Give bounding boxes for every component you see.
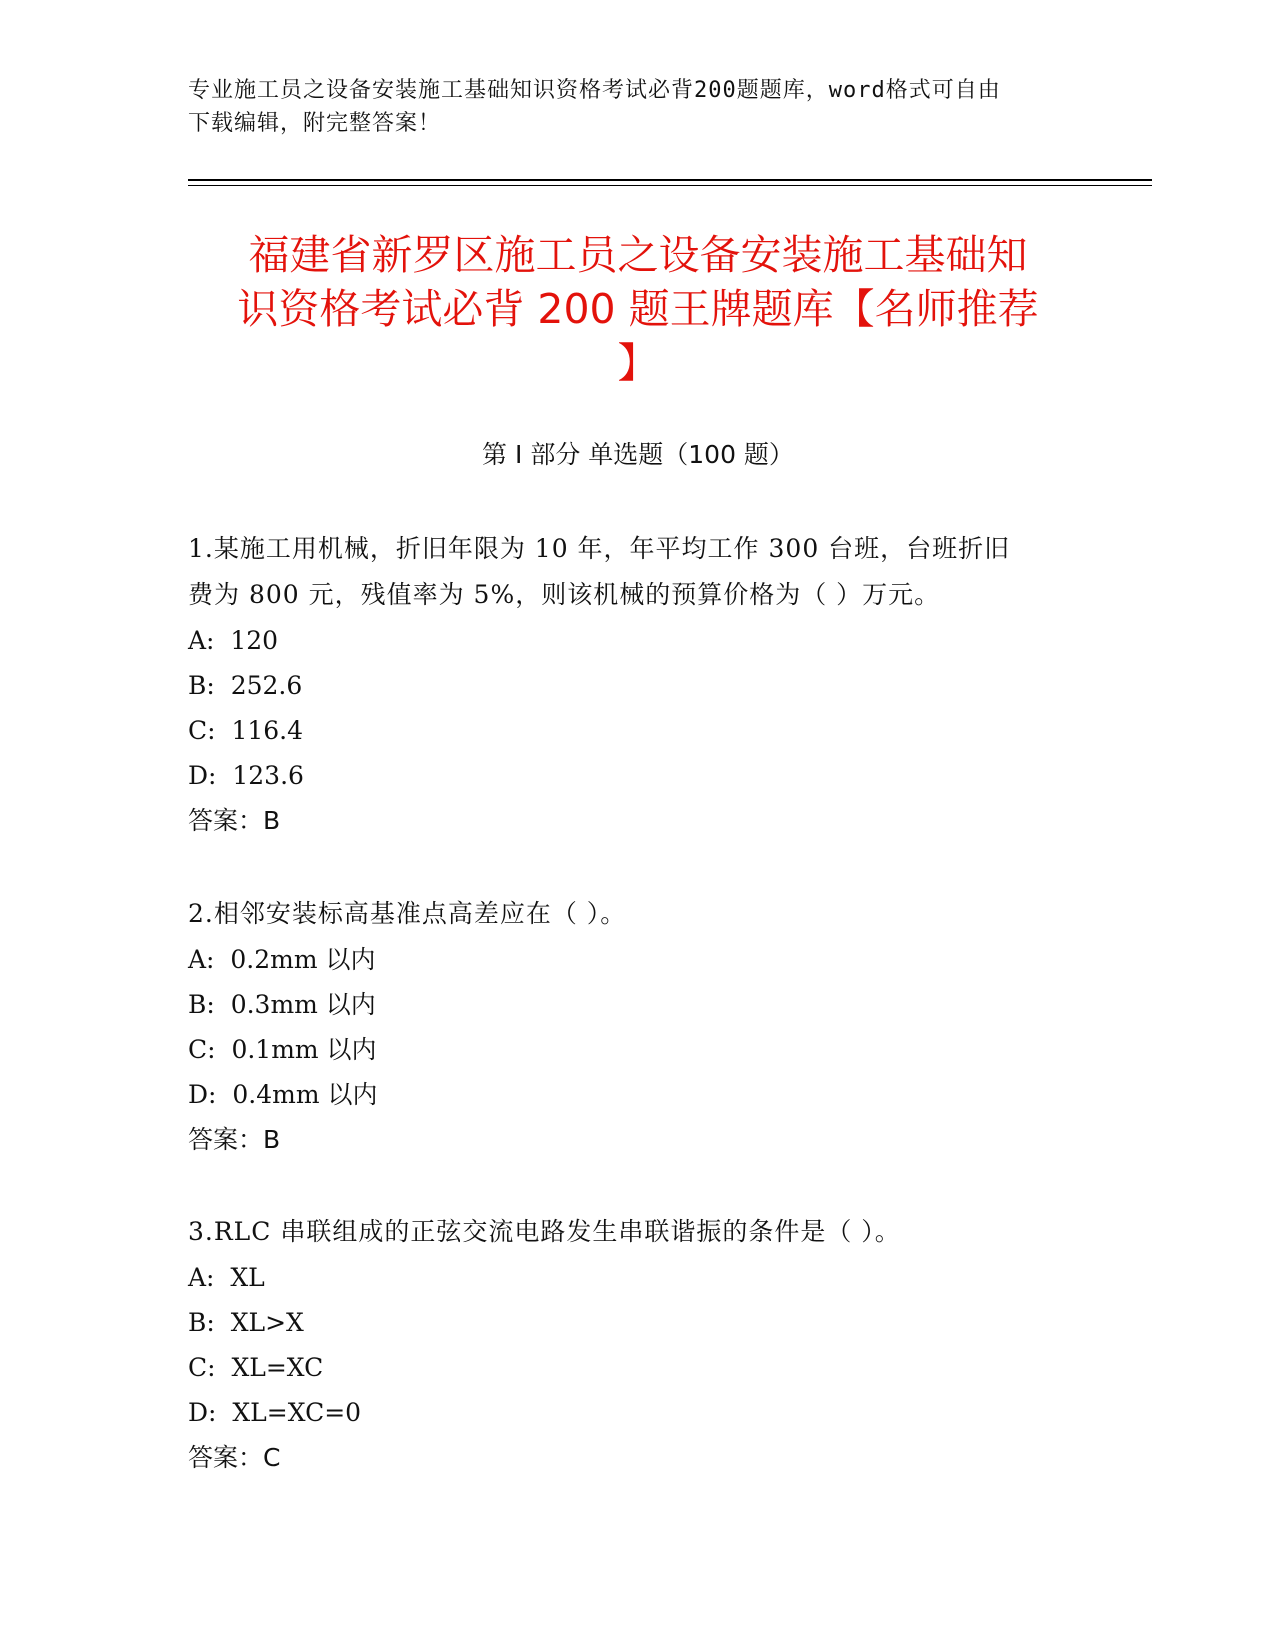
option-b: B: 0.3mm 以内 [188,990,376,1019]
option-a: A: XL [188,1263,265,1292]
header-note [188,74,1088,140]
document-title [188,228,1088,390]
option-c: C: 0.1mm 以内 [188,1035,377,1064]
question-stem-line-1: 1.某施工用机械，折旧年限为 10 年，年平均工作 300 台班，台班折旧 [188,534,1011,563]
option-a: A: 120 [188,626,279,655]
header-divider-thin [188,185,1152,186]
question-stem-line-1: 3.RLC 串联组成的正弦交流电路发生串联谐振的条件是（ ）。 [188,1217,901,1246]
header-note-line-1: 专业施工员之设备安装施工基础知识资格考试必背200题题库，word格式可自由 [188,78,1001,103]
section-title: 第 I 部分 单选题（100 题） [482,440,794,469]
option-d: D: 123.6 [188,761,304,790]
option-b: B: 252.6 [188,671,303,700]
question-2 [188,891,1088,1163]
document-title-line-3: 】 [617,339,659,387]
header-divider-thick [188,179,1152,181]
question-3 [188,1209,1088,1481]
answer: 答案：C [188,1443,281,1472]
option-d: D: 0.4mm 以内 [188,1080,378,1109]
answer: 答案：B [188,1125,281,1154]
option-d: D: XL=XC=0 [188,1398,362,1427]
option-a: A: 0.2mm 以内 [188,945,376,974]
header-note-line-2: 下载编辑，附完整答案！ [188,111,442,136]
option-c: C: 116.4 [188,716,304,745]
option-c: C: XL=XC [188,1353,324,1382]
question-1 [188,526,1088,844]
document-title-line-2: 识资格考试必背 200 题王牌题库【名师推荐 [237,285,1039,333]
document-title-line-1: 福建省新罗区施工员之设备安装施工基础知 [248,231,1028,279]
answer: 答案：B [188,806,281,835]
question-stem-line-1: 2.相邻安装标高基准点高差应在（ ）。 [188,899,627,928]
question-stem-line-2: 费为 800 元，残值率为 5%，则该机械的预算价格为（ ）万元。 [188,580,941,609]
option-b: B: XL>X [188,1308,304,1337]
